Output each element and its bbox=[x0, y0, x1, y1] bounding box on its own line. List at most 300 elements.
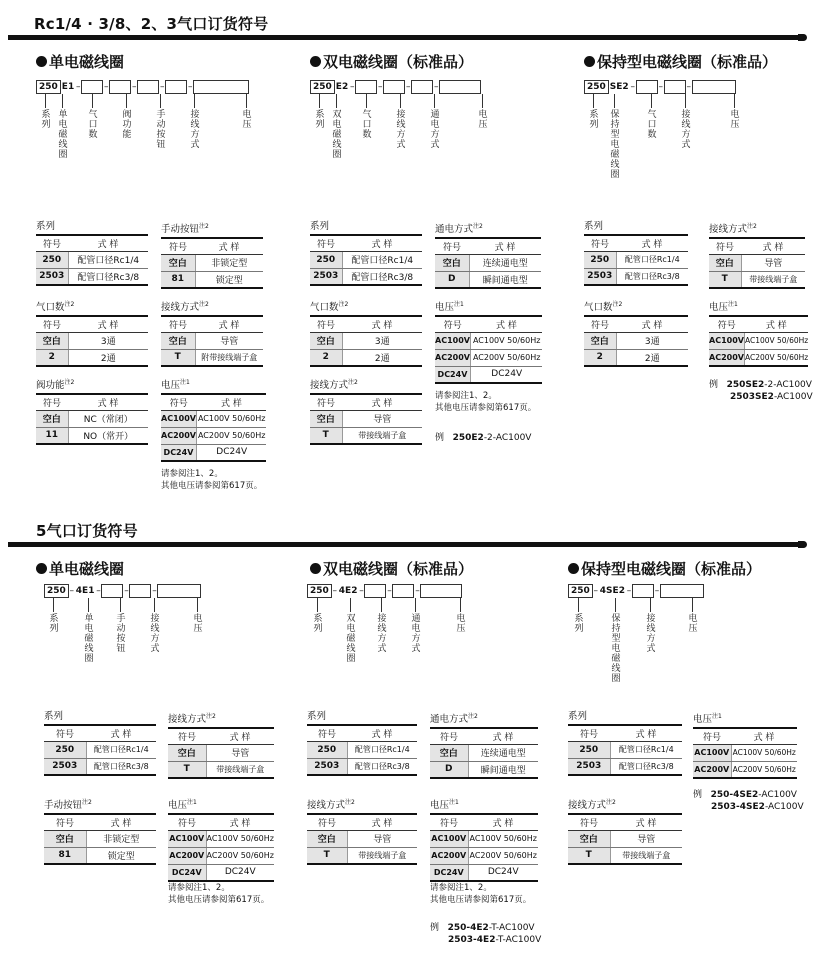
label-energize: 通电方式 bbox=[430, 110, 440, 150]
cell-key: AC200V bbox=[693, 761, 731, 778]
table-row bbox=[435, 366, 542, 383]
code-sep: – bbox=[75, 81, 81, 92]
table-caption bbox=[168, 710, 274, 727]
hdr-spec: 式 样 bbox=[741, 238, 805, 254]
cell-key: T bbox=[709, 271, 741, 288]
cell-key: DC24V bbox=[435, 366, 470, 383]
hdr-spec: 式 样 bbox=[347, 725, 417, 741]
code-slot-voltage bbox=[692, 80, 736, 94]
cell-value: 配管口径Rc3/8 bbox=[342, 268, 422, 285]
table-row bbox=[161, 271, 263, 288]
hdr-symbol: 符号 bbox=[36, 394, 68, 410]
table-caption bbox=[36, 376, 148, 393]
s2-hold-title bbox=[568, 558, 761, 579]
hdr-spec: 式 样 bbox=[196, 394, 266, 410]
note-line: 其他电压请参阅第617页。 bbox=[161, 481, 263, 491]
hdr-spec: 式 样 bbox=[342, 394, 422, 410]
hdr-symbol: 符号 bbox=[310, 316, 342, 332]
section1-rule bbox=[8, 35, 803, 40]
cell-value: 带接线端子盒 bbox=[206, 761, 274, 778]
caption-text: 手动按钮 bbox=[44, 800, 83, 811]
table-row bbox=[709, 271, 805, 288]
table-row bbox=[36, 349, 148, 366]
table-row bbox=[430, 744, 538, 761]
s1-hold-voltage-table bbox=[709, 298, 808, 367]
label-wiring: 接线方式 bbox=[377, 614, 387, 654]
table-row bbox=[435, 349, 542, 366]
cell-value: AC100V 50/60Hz bbox=[744, 332, 808, 349]
table bbox=[44, 813, 156, 865]
section2-title: 5气口订货符号 bbox=[36, 522, 138, 540]
s1-double-code bbox=[310, 79, 481, 94]
example-bold: 250SE2 bbox=[726, 380, 765, 390]
example-line bbox=[693, 789, 804, 801]
label-voltage: 电压 bbox=[456, 614, 466, 634]
s2-single-title-text: 单电磁线圈 bbox=[49, 560, 125, 578]
cell-value: 瞬间通电型 bbox=[469, 271, 541, 288]
cell-value: 带接线端子盒 bbox=[741, 271, 805, 288]
caption-note: 注2 bbox=[473, 223, 483, 230]
table-caption: 系列 bbox=[307, 711, 327, 722]
table bbox=[161, 315, 263, 367]
cell-key: AC100V bbox=[435, 332, 470, 349]
code-slot-wiring bbox=[129, 584, 151, 598]
caption-note: 注1 bbox=[712, 713, 722, 720]
hdr-symbol: 符号 bbox=[161, 394, 196, 410]
hdr-symbol: 符号 bbox=[168, 728, 206, 744]
table bbox=[584, 234, 688, 286]
table-row bbox=[161, 427, 266, 444]
table-row bbox=[310, 427, 422, 444]
s1-single-code bbox=[36, 79, 249, 94]
bullet-icon bbox=[310, 563, 321, 574]
table-row bbox=[307, 758, 417, 775]
label-energize: 通电方式 bbox=[411, 614, 421, 654]
cell-key: 2503 bbox=[36, 268, 68, 285]
cell-value: DC24V bbox=[470, 366, 542, 383]
cell-key: 空白 bbox=[310, 410, 342, 427]
hdr-symbol: 符号 bbox=[435, 238, 469, 254]
table bbox=[168, 813, 274, 882]
label-wiring: 接线方式 bbox=[396, 110, 406, 150]
s2-double-code bbox=[307, 583, 462, 598]
hdr-spec: 式 样 bbox=[86, 725, 156, 741]
table-row bbox=[161, 349, 263, 366]
code-sep: – bbox=[349, 81, 355, 92]
cell-key: 11 bbox=[36, 427, 68, 444]
table bbox=[435, 237, 541, 289]
s1-hold-title bbox=[584, 51, 777, 72]
label-type: 双电磁线圈 bbox=[332, 110, 342, 160]
s1-double-note bbox=[435, 390, 536, 414]
label-type: 单电磁线圈 bbox=[58, 110, 68, 160]
cell-key: 空白 bbox=[44, 830, 86, 847]
cell-value: 配管口径Rc3/8 bbox=[86, 758, 156, 775]
hdr-spec: 式 样 bbox=[347, 814, 417, 830]
s2-double-note bbox=[430, 882, 531, 906]
table-row bbox=[568, 847, 682, 864]
s1-single-valve-table bbox=[36, 376, 148, 445]
code-slot-wiring bbox=[165, 80, 187, 94]
table-caption bbox=[161, 376, 266, 393]
cell-key: AC100V bbox=[161, 410, 196, 427]
code-slot-ports bbox=[355, 80, 377, 94]
example-rest: -T-AC100V bbox=[488, 923, 535, 933]
table bbox=[161, 237, 263, 289]
hdr-spec: 式 样 bbox=[195, 316, 263, 332]
table bbox=[307, 724, 417, 776]
table-caption bbox=[44, 796, 156, 813]
label-series: 系列 bbox=[41, 110, 51, 130]
table-caption bbox=[709, 298, 808, 315]
code-sep: – bbox=[69, 585, 75, 596]
table-caption: 系列 bbox=[310, 221, 330, 232]
cell-key: 250 bbox=[584, 251, 616, 268]
table-row bbox=[693, 761, 797, 778]
hdr-symbol: 符号 bbox=[430, 728, 468, 744]
cell-value: AC100V 50/60Hz bbox=[470, 332, 542, 349]
label-type: 保持型电磁线圈 bbox=[610, 110, 620, 180]
s2-double-title-text: 双电磁线圈（标准品） bbox=[323, 560, 474, 578]
table-caption: 系列 bbox=[568, 711, 588, 722]
table bbox=[435, 315, 542, 384]
hdr-symbol: 符号 bbox=[568, 814, 610, 830]
caption-note: 注2 bbox=[348, 379, 358, 386]
section2-rule bbox=[8, 542, 803, 547]
cell-key: AC200V bbox=[161, 427, 196, 444]
table-row bbox=[430, 864, 538, 881]
caption-text: 通电方式 bbox=[435, 224, 474, 235]
table bbox=[310, 234, 422, 286]
s2-double-wiring-table bbox=[307, 796, 417, 865]
hdr-spec: 式 样 bbox=[68, 316, 148, 332]
table-row bbox=[168, 744, 274, 761]
table-caption bbox=[310, 298, 422, 315]
label-manual: 手动按钮 bbox=[116, 614, 126, 654]
cell-value: 3通 bbox=[342, 332, 422, 349]
table-caption bbox=[584, 298, 688, 315]
caption-text: 电压 bbox=[709, 302, 729, 313]
label-valve: 阀功能 bbox=[122, 110, 132, 140]
hdr-spec: 式 样 bbox=[610, 814, 682, 830]
s1-double-voltage-table bbox=[435, 298, 542, 384]
caption-note: 注1 bbox=[449, 799, 459, 806]
cell-value: 配管口径Rc3/8 bbox=[610, 758, 682, 775]
s1-double-series-table bbox=[310, 220, 422, 286]
code-type: E1 bbox=[61, 81, 75, 92]
cell-key: T bbox=[161, 349, 195, 366]
hdr-symbol: 符号 bbox=[430, 814, 468, 830]
table-caption bbox=[168, 796, 274, 813]
label-type: 双电磁线圈 bbox=[346, 614, 356, 664]
example-line bbox=[709, 391, 813, 403]
hdr-spec: 式 样 bbox=[468, 814, 538, 830]
cell-key: 2503 bbox=[310, 268, 342, 285]
cell-value: AC200V 50/60Hz bbox=[470, 349, 542, 366]
cell-key: AC100V bbox=[693, 744, 731, 761]
note-line: 请参阅注1、2。 bbox=[168, 883, 230, 893]
table-row bbox=[435, 332, 542, 349]
table bbox=[430, 727, 538, 779]
table-row bbox=[36, 332, 148, 349]
hdr-spec: 式 样 bbox=[206, 728, 274, 744]
s2-single-note bbox=[168, 882, 269, 906]
caption-note: 注1 bbox=[180, 379, 190, 386]
hdr-symbol: 符号 bbox=[310, 235, 342, 251]
s1-single-wiring-table bbox=[161, 298, 263, 367]
bullet-icon bbox=[568, 563, 579, 574]
cell-value: AC200V 50/60Hz bbox=[206, 847, 274, 864]
code-slot-wiring bbox=[364, 584, 386, 598]
code-slot-manual bbox=[101, 584, 123, 598]
cell-value: 配管口径Rc1/4 bbox=[347, 741, 417, 758]
label-series: 系列 bbox=[315, 110, 325, 130]
cell-key: 空白 bbox=[584, 332, 616, 349]
code-series: 250 bbox=[44, 584, 69, 598]
caption-note: 注2 bbox=[199, 301, 209, 308]
table bbox=[709, 237, 805, 289]
label-series: 系列 bbox=[313, 614, 323, 634]
cell-key: AC100V bbox=[430, 830, 468, 847]
cell-value: AC100V 50/60Hz bbox=[731, 744, 797, 761]
table bbox=[584, 315, 688, 367]
cell-key: T bbox=[168, 761, 206, 778]
label-wiring: 接线方式 bbox=[681, 110, 691, 150]
cell-value: 配管口径Rc1/4 bbox=[86, 741, 156, 758]
label-voltage: 电压 bbox=[688, 614, 698, 634]
cell-key: 空白 bbox=[310, 332, 342, 349]
hdr-spec: 式 样 bbox=[470, 316, 542, 332]
label-type: 保持型电磁线圈 bbox=[611, 614, 621, 684]
hdr-spec: 式 样 bbox=[86, 814, 156, 830]
bullet-icon bbox=[36, 563, 47, 574]
code-slot-manual bbox=[137, 80, 159, 94]
code-series: 250 bbox=[310, 80, 335, 94]
code-slot-ports bbox=[636, 80, 658, 94]
code-type: SE2 bbox=[609, 81, 629, 92]
hdr-symbol: 符号 bbox=[693, 728, 731, 744]
s2-single-wiring-table bbox=[168, 710, 274, 779]
cell-value: 非锁定型 bbox=[86, 830, 156, 847]
s2-hold-voltage-table bbox=[693, 710, 797, 779]
label-voltage: 电压 bbox=[242, 110, 252, 130]
cell-key: 空白 bbox=[36, 332, 68, 349]
code-slot-valve bbox=[109, 80, 131, 94]
example-bold: 2503SE2 bbox=[730, 392, 774, 402]
example-bold: 250-4E2 bbox=[447, 923, 489, 933]
bullet-icon bbox=[310, 56, 321, 67]
code-series: 250 bbox=[307, 584, 332, 598]
hdr-spec: 式 样 bbox=[469, 238, 541, 254]
table-caption bbox=[161, 220, 263, 237]
table bbox=[44, 724, 156, 776]
hdr-symbol: 符号 bbox=[168, 814, 206, 830]
s1-double-title-text: 双电磁线圈（标准品） bbox=[323, 53, 474, 71]
s1-single-voltage-table bbox=[161, 376, 266, 462]
cell-key: DC24V bbox=[430, 864, 468, 881]
label-voltage: 电压 bbox=[478, 110, 488, 130]
table-row bbox=[310, 332, 422, 349]
table bbox=[36, 234, 148, 286]
caption-text: 阀功能 bbox=[36, 380, 65, 391]
caption-note: 注2 bbox=[612, 301, 623, 308]
section1-title: Rc1/4 · 3/8、2、3气口订货符号 bbox=[34, 15, 269, 33]
table-row bbox=[584, 332, 688, 349]
s2-hold-example bbox=[693, 789, 804, 813]
example-prefix: 例 bbox=[430, 923, 440, 933]
table bbox=[709, 315, 808, 367]
hdr-spec: 式 样 bbox=[195, 238, 263, 254]
table-caption: 系列 bbox=[44, 711, 64, 722]
table-row bbox=[36, 251, 148, 268]
table-row bbox=[584, 349, 688, 366]
caption-note: 注1 bbox=[454, 301, 464, 308]
cell-value: NO（常开） bbox=[68, 427, 148, 444]
table bbox=[568, 724, 682, 776]
cell-value: 导管 bbox=[206, 744, 274, 761]
code-sep: – bbox=[686, 81, 691, 92]
code-sep: – bbox=[593, 585, 599, 596]
cell-value: 配管口径Rc3/8 bbox=[616, 268, 688, 285]
s2-single-manual-table bbox=[44, 796, 156, 865]
table-row bbox=[44, 758, 156, 775]
table-row bbox=[584, 251, 688, 268]
cell-value: AC200V 50/60Hz bbox=[744, 349, 808, 366]
table-caption bbox=[693, 710, 797, 727]
s2-single-code bbox=[44, 583, 201, 598]
table-caption bbox=[568, 796, 682, 813]
hdr-symbol: 符号 bbox=[161, 316, 195, 332]
code-slot-voltage bbox=[420, 584, 462, 598]
table-caption bbox=[310, 376, 422, 393]
example-prefix: 例 bbox=[693, 790, 703, 800]
label-ports: 气口数 bbox=[647, 110, 657, 140]
cell-value: 2通 bbox=[342, 349, 422, 366]
cell-key: 250 bbox=[568, 741, 610, 758]
table-row bbox=[44, 830, 156, 847]
s1-single-ports-table bbox=[36, 298, 148, 367]
label-series: 系列 bbox=[49, 614, 59, 634]
caption-note: 注2 bbox=[199, 223, 209, 230]
table bbox=[36, 315, 148, 367]
cell-key: 空白 bbox=[161, 332, 195, 349]
table-caption bbox=[709, 220, 805, 237]
cell-value: 连续通电型 bbox=[469, 254, 541, 271]
cell-key: 2503 bbox=[307, 758, 347, 775]
code-sep: – bbox=[124, 585, 129, 596]
code-sep: – bbox=[332, 585, 338, 596]
code-series: 250 bbox=[584, 80, 609, 94]
code-sep: – bbox=[359, 585, 364, 596]
hdr-symbol: 符号 bbox=[36, 235, 68, 251]
s2-single-title bbox=[36, 558, 124, 579]
table-row bbox=[584, 268, 688, 285]
code-type: 4E1 bbox=[75, 585, 95, 596]
caption-note: 注2 bbox=[64, 379, 75, 386]
table-row bbox=[435, 254, 541, 271]
cell-key: 2 bbox=[36, 349, 68, 366]
label-ports: 气口数 bbox=[362, 110, 372, 140]
cell-key: T bbox=[307, 847, 347, 864]
cell-key: AC100V bbox=[709, 332, 744, 349]
table-caption: 系列 bbox=[584, 221, 604, 232]
s1-hold-wiring-table bbox=[709, 220, 805, 289]
code-sep: – bbox=[131, 81, 137, 92]
caption-text: 电压 bbox=[161, 380, 181, 391]
table-row bbox=[307, 830, 417, 847]
hdr-spec: 式 样 bbox=[68, 235, 148, 251]
s2-single-voltage-table bbox=[168, 796, 274, 882]
note-line: 其他电压请参阅第617页。 bbox=[168, 895, 270, 905]
table bbox=[310, 393, 422, 445]
example-bold: 2503-4E2 bbox=[448, 935, 496, 945]
code-sep: – bbox=[658, 81, 663, 92]
cell-value: DC24V bbox=[468, 864, 538, 881]
table-row bbox=[709, 254, 805, 271]
code-slot-voltage bbox=[193, 80, 249, 94]
table-row bbox=[36, 427, 148, 444]
cell-key: DC24V bbox=[161, 444, 196, 461]
s1-double-energize-table bbox=[435, 220, 541, 289]
table-row bbox=[168, 830, 274, 847]
code-sep: – bbox=[626, 585, 632, 596]
s1-double-wiring-table bbox=[310, 376, 422, 445]
cell-value: 配管口径Rc1/4 bbox=[616, 251, 688, 268]
caption-text: 手动按钮 bbox=[161, 224, 200, 235]
s1-single-title-text: 单电磁线圈 bbox=[49, 53, 125, 71]
caption-text: 气口数 bbox=[584, 302, 613, 313]
caption-note: 注2 bbox=[606, 799, 616, 806]
code-slot-ports bbox=[81, 80, 103, 94]
cell-value: 导管 bbox=[342, 410, 422, 427]
table bbox=[310, 315, 422, 367]
label-ports: 气口数 bbox=[88, 110, 98, 140]
table-row bbox=[36, 410, 148, 427]
caption-text: 接线方式 bbox=[161, 302, 200, 313]
table-row bbox=[307, 741, 417, 758]
code-slot-wiring bbox=[632, 584, 654, 598]
hdr-spec: 式 样 bbox=[610, 725, 682, 741]
example-rest: -2-AC100V bbox=[483, 433, 532, 443]
example-line bbox=[430, 934, 541, 946]
table-caption bbox=[430, 710, 538, 727]
code-slot-voltage bbox=[660, 584, 704, 598]
cell-key: 空白 bbox=[36, 410, 68, 427]
hdr-symbol: 符号 bbox=[435, 316, 470, 332]
cell-value: AC200V 50/60Hz bbox=[731, 761, 797, 778]
s1-double-example bbox=[435, 432, 531, 444]
caption-note: 注2 bbox=[206, 713, 216, 720]
hdr-symbol: 符号 bbox=[584, 316, 616, 332]
example-bold: 2503-4SE2 bbox=[711, 802, 765, 812]
cell-key: 250 bbox=[307, 741, 347, 758]
table-row bbox=[430, 830, 538, 847]
caption-note: 注2 bbox=[338, 301, 349, 308]
table-caption bbox=[307, 796, 417, 813]
hdr-spec: 式 样 bbox=[468, 728, 538, 744]
code-sep: – bbox=[405, 81, 411, 92]
cell-key: 空白 bbox=[430, 744, 468, 761]
table-row bbox=[310, 410, 422, 427]
caption-text: 气口数 bbox=[310, 302, 339, 313]
cell-value: 配管口径Rc3/8 bbox=[347, 758, 417, 775]
hdr-symbol: 符号 bbox=[709, 238, 741, 254]
caption-note: 注2 bbox=[747, 223, 757, 230]
table-row bbox=[161, 410, 266, 427]
table bbox=[161, 393, 266, 462]
code-sep: – bbox=[377, 81, 383, 92]
s2-hold-code bbox=[568, 583, 704, 598]
